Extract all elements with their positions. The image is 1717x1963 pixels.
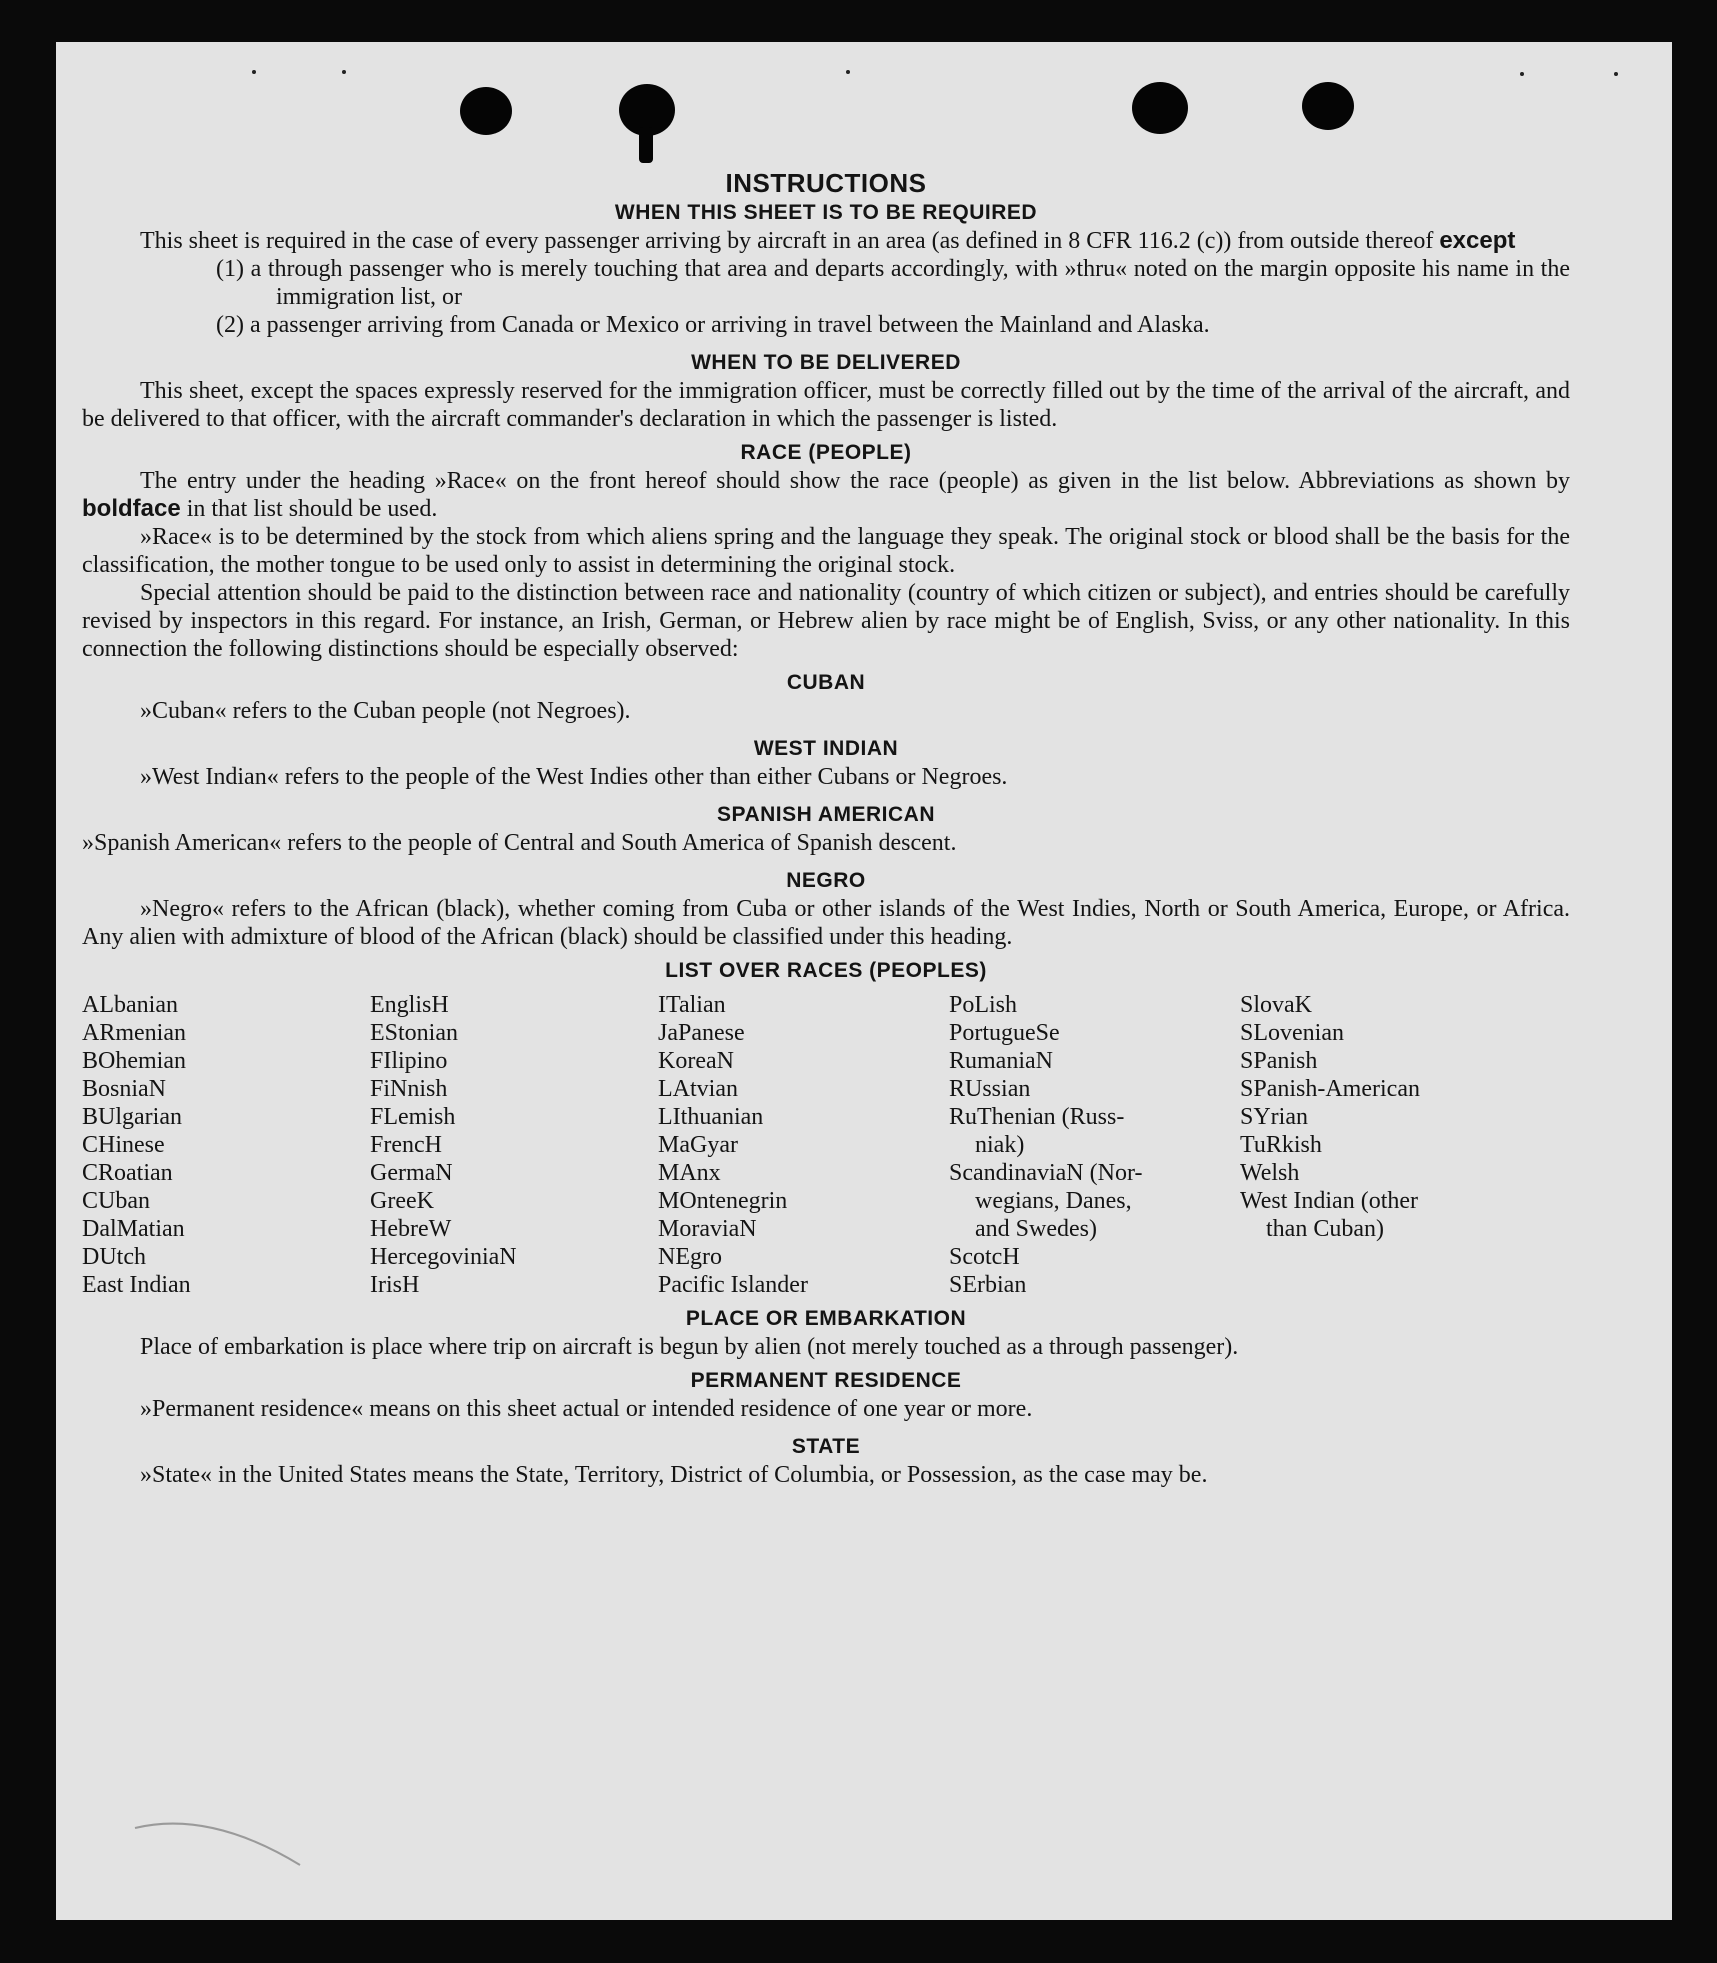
required-intro-text: This sheet is required in the case of every passenger arriving by aircraft in an area (as defined in 8 CFR 116.2 (c)) from outside thereof [140, 228, 1434, 254]
race-list-item: MaGyar [658, 1132, 738, 1158]
race-list-item: MAnx [658, 1160, 721, 1186]
punch-hole [639, 127, 653, 163]
race-list-item: NEgro [658, 1244, 722, 1270]
race-list-item: wegians, Danes, [975, 1188, 1132, 1214]
race-list-item: TuRkish [1240, 1132, 1322, 1158]
race-list-item: East Indian [82, 1272, 191, 1298]
race-list-grid [82, 991, 1570, 1299]
race-list-item: PortugueSe [949, 1020, 1060, 1046]
race-list-item: JaPanese [658, 1020, 745, 1046]
race-list-item: SPanish-American [1240, 1076, 1420, 1102]
race-list-item: SlovaK [1240, 992, 1312, 1018]
section-heading-spanish-american: SPANISH AMERICAN [716, 803, 935, 826]
document-sheet [56, 42, 1672, 1920]
race-list-item: DUtch [82, 1244, 146, 1270]
race-list-item: FrencH [370, 1132, 442, 1158]
delivered-text: This sheet, except the spaces expressly reserved for the immigration officer, must be correctly filled out by the time of the arrival of the aircraft, and be delivered to that officer, with the aircraft commander's declaration in which the passenger is listed. [82, 378, 1570, 432]
race-list-column-4 [949, 991, 1240, 1299]
race-p1-a: The entry under the heading »Race« on the front hereof should show the race (people) as given in the list below. Abbreviations as shown by [140, 468, 1570, 494]
race-list-item: DalMatian [82, 1216, 185, 1242]
speck [342, 70, 346, 74]
race-list-item: SYrian [1240, 1104, 1308, 1130]
section-heading-residence: PERMANENT RESIDENCE [690, 1369, 962, 1392]
race-list-item: ITalian [658, 992, 726, 1018]
race-list-column-5 [1240, 991, 1570, 1299]
cuban-text: »Cuban« refers to the Cuban people (not Negroes). [140, 698, 631, 724]
race-list-item: MOntenegrin [658, 1188, 788, 1214]
race-list-item: FiNnish [370, 1076, 448, 1102]
required-intro-except: except [1439, 227, 1516, 254]
race-list-item: FLemish [370, 1104, 456, 1130]
race-list-item: PoLish [949, 992, 1018, 1018]
race-list-item: LAtvian [658, 1076, 738, 1102]
race-list-item: niak) [975, 1132, 1025, 1158]
race-list-item: IrisH [370, 1272, 420, 1298]
spanish-american-text: »Spanish American« refers to the people of Central and South America of Spanish descent. [82, 830, 957, 856]
instructions-content [82, 167, 1570, 1489]
race-list-item: SErbian [949, 1272, 1027, 1298]
required-item-1: (1) a through passenger who is merely touching that area and departs accordingly, with »thru« noted on the margin opposite his name in the immigration list, or [216, 256, 1570, 310]
race-p1-b: in that list should be used. [186, 496, 438, 522]
residence-text: »Permanent residence« means on this sheet actual or intended residence of one year or more. [140, 1396, 1033, 1422]
race-paragraph-3: Special attention should be paid to the distinction between race and nationality (country of which citizen or subject), and entries should be carefully revised by inspectors in this regard. For instance, an Irish, German, or Hebrew alien by race might be of English, Sviss, or any other nationality. In this connection the following distinctions should be especially observed: [82, 580, 1570, 662]
race-list-item: CHinese [82, 1132, 165, 1158]
race-list-item: ALbanian [82, 992, 178, 1018]
race-list-column-2 [370, 991, 658, 1299]
race-list-item: BosniaN [82, 1076, 166, 1102]
section-heading-required: WHEN THIS SHEET IS TO BE REQUIRED [614, 201, 1038, 224]
west-indian-text: »West Indian« refers to the people of the West Indies other than either Cubans or Negroes. [140, 764, 1008, 790]
race-list-item: EStonian [370, 1020, 458, 1046]
race-list-item: ARmenian [82, 1020, 186, 1046]
race-p1-bold: boldface [82, 495, 181, 522]
section-heading-negro: NEGRO [786, 869, 866, 892]
race-list-item: SLovenian [1240, 1020, 1344, 1046]
race-paragraph-1 [82, 467, 1570, 523]
race-list-item: HebreW [370, 1216, 452, 1242]
race-list-item: RumaniaN [949, 1048, 1053, 1074]
section-heading-delivered: WHEN TO BE DELIVERED [691, 351, 961, 374]
required-intro [82, 227, 1570, 255]
race-list-item: and Swedes) [975, 1216, 1097, 1242]
speck [1614, 72, 1618, 76]
race-list-item: CUban [82, 1188, 150, 1214]
section-heading-embarkation: PLACE OR EMBARKATION [685, 1307, 967, 1330]
punch-hole [1132, 82, 1188, 134]
section-heading-race: RACE (PEOPLE) [740, 441, 912, 464]
race-list-item: Welsh [1240, 1160, 1300, 1186]
race-list-item: SPanish [1240, 1048, 1318, 1074]
race-list-item: LIthuanian [658, 1104, 764, 1130]
race-list-item: EnglisH [370, 992, 449, 1018]
race-list-item: KoreaN [658, 1048, 734, 1074]
section-heading-state: STATE [791, 1435, 861, 1458]
race-list-column-3 [658, 991, 949, 1299]
section-heading-race-list: LIST OVER RACES (PEOPLES) [665, 959, 987, 982]
punch-hole [1302, 82, 1354, 130]
race-list-item: RUssian [949, 1076, 1031, 1102]
embarkation-text: Place of embarkation is place where trip on aircraft is begun by alien (not merely touched as a through passenger). [140, 1334, 1239, 1360]
race-list-item: BOhemian [82, 1048, 186, 1074]
race-list-item: Pacific Islander [658, 1272, 808, 1298]
negro-text: »Negro« refers to the African (black), whether coming from Cuba or other islands of the West Indies, North or South America, Europe, or Africa. Any alien with admixture of blood of the African (black) should be classified under this heading. [82, 896, 1570, 950]
section-heading-west-indian: WEST INDIAN [753, 737, 899, 760]
pencil-mark [130, 1810, 310, 1870]
race-list-item: ScandinaviaN (Nor- [949, 1160, 1143, 1186]
speck [252, 70, 256, 74]
race-list-column-1 [82, 991, 370, 1299]
race-list-item: HercegoviniaN [370, 1244, 517, 1270]
race-list-item: West Indian (other [1240, 1188, 1419, 1214]
race-list-item: FIlipino [370, 1048, 448, 1074]
punch-hole [460, 87, 512, 135]
race-list-item: than Cuban) [1266, 1216, 1384, 1242]
race-paragraph-2: »Race« is to be determined by the stock from which aliens spring and the language they speak. The original stock or blood shall be the basis for the classification, the mother tongue to be used only to assist in determining the original stock. [82, 524, 1570, 578]
race-list-item: GreeK [370, 1188, 434, 1214]
race-list-item: CRoatian [82, 1160, 173, 1186]
race-list-item: GermaN [370, 1160, 453, 1186]
page-title: INSTRUCTIONS [725, 168, 927, 198]
state-text: »State« in the United States means the State, Territory, District of Columbia, or Possession, as the case may be. [140, 1462, 1208, 1488]
section-heading-cuban: CUBAN [786, 671, 866, 694]
required-item-2: (2) a passenger arriving from Canada or Mexico or arriving in travel between the Mainland and Alaska. [216, 312, 1210, 338]
race-list-item: RuThenian (Russ- [949, 1104, 1125, 1130]
race-list-item: ScotcH [949, 1244, 1020, 1270]
speck [1520, 72, 1524, 76]
race-list-item: MoraviaN [658, 1216, 757, 1242]
race-list-item: BUlgarian [82, 1104, 182, 1130]
speck [846, 70, 850, 74]
